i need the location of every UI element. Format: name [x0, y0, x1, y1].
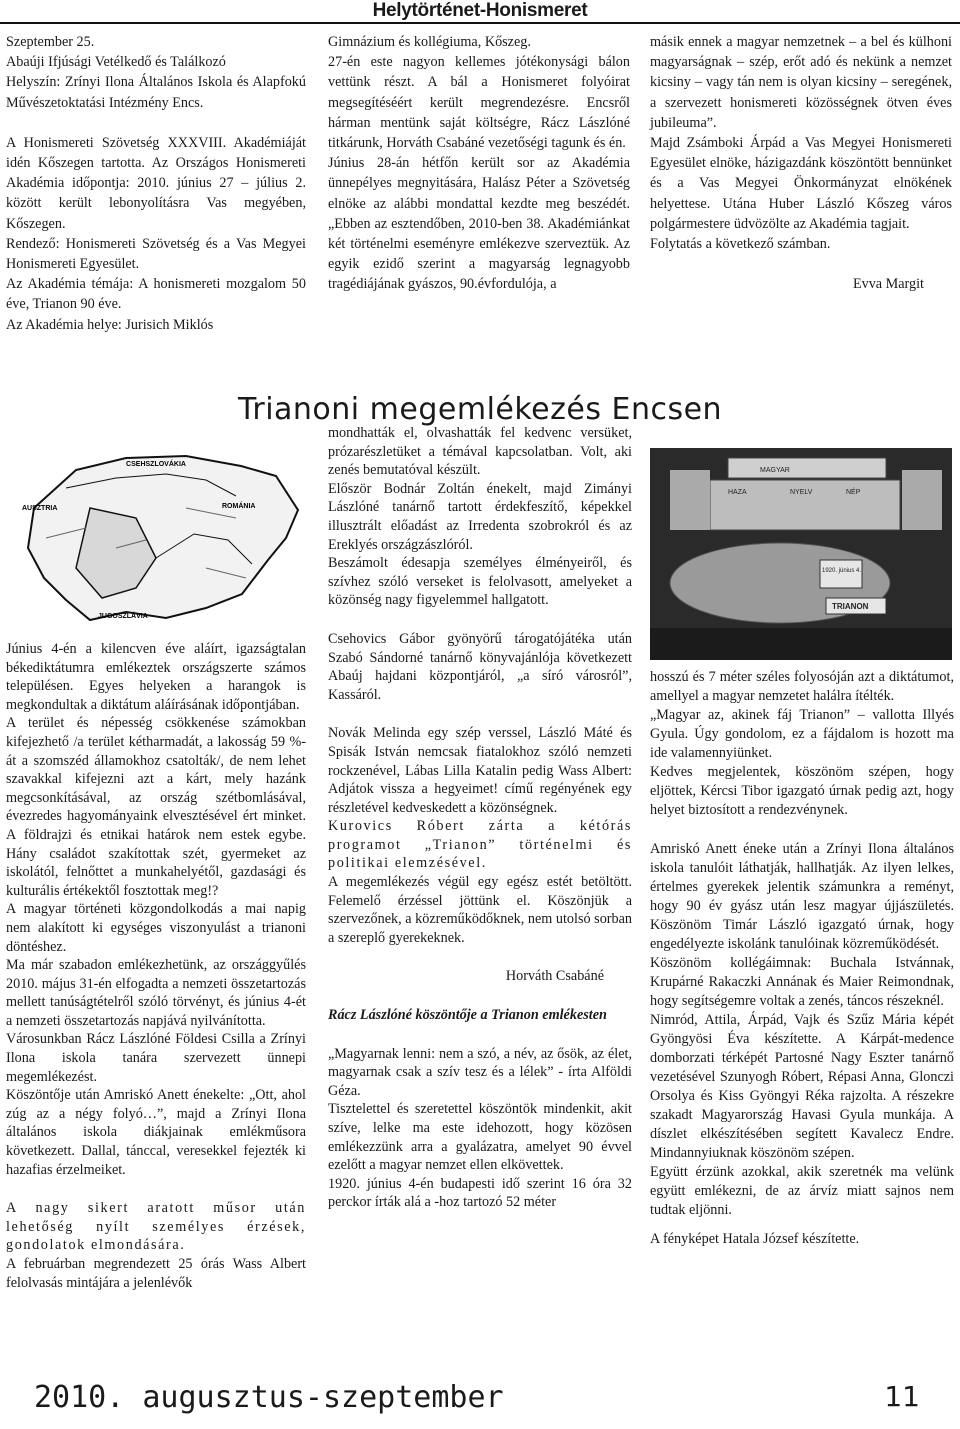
paragraph: „Magyar az, akinek fáj Trianon” – vallotta Illyés Gyula. Úgy gondolom, ez a fájdalom is hozott ma ide valamennyiünket. [650, 707, 954, 761]
quote: „Magyarnak lenni: nem a szó, a név, az ősök, az élet, magyarnak csak a szív tesz és a lélek” - írta Alföldi Géza. [328, 1045, 632, 1099]
body-column-3 [650, 668, 954, 1249]
paragraph: Kurovics Róbert zárta a kétórás programot „Trianon” történelmi és politikai elemzésével. [328, 818, 632, 872]
top-column-3 [650, 32, 952, 294]
paragraph: Az Akadémia témája: A honismereti mozgalom 50 éve, Trianon 90 éve. [6, 276, 306, 313]
paragraph: A terület és népesség csökkenése számokban kifejezhető /a terület kétharmadát, a lakosság 59 %-át a szomszéd államokhoz csatolták/, de nem lehet szavakkal kifejezni azt a kárt, mely hazánk megcsonkításával, az ország szétbomlásával, évezredes hagyományaink elvesztésével ért minket. A földrajzi és etnikai határok nem estek egybe. Hány családot szakítottak szét, gyermeket az iskolától, felnőttet a munkahelyétől, gazdasági és kulturális értékektől fosztottak meg!? [6, 715, 306, 899]
photo-label: TRIANON [832, 602, 869, 611]
paragraph: Gimnázium és kollégiuma, Kőszeg. [328, 34, 531, 50]
page-header [0, 0, 960, 26]
paragraph: A Honismereti Szövetség XXXVIII. Akadémiáját idén Kőszegen tartotta. Az Országos Honismereti Akadémia időpontja: 2010. június 27 – július 2. között került lebonyolításra Vas megyében, Kőszegen. [6, 134, 306, 232]
map-svg [6, 448, 306, 636]
body-column-1 [6, 640, 306, 1292]
paragraph: Együtt érzünk azokkal, akik szeretnék ma velünk együtt emlékezni, de az árvíz miatt sajnos nem tudtak eljönni. [650, 1164, 954, 1218]
map-label: ROMÁNIA [222, 503, 256, 510]
paragraph: Folytatás a következő számban. [650, 236, 831, 253]
author-signature: Horváth Csabáné [505, 968, 604, 985]
paragraph: A megemlékezés végül egy egész estét betöltött. Felemelő érzéssel jöttünk el. Köszönjük a szervezőnek, a közreműködőknek, nem utolsó sorban a szereplő gyerekeknek. [328, 874, 632, 946]
paragraph: Amriskó Anett éneke után a Zrínyi Ilona általános iskola tanulóit láthatják, hallhatják. Az ilyen lelkes, értelmes gyerekek jelentik számunkra a reményt, hogy 90 év gyász után lesz magyar újjászületés. Köszönöm Timár László igazgató úrnak, hogy engedélyezte iskolánk tanulóinak közreműködését. [650, 841, 954, 952]
paragraph: Kedves megjelentek, köszönöm szépen, hogy eljöttek, Kércsi Tibor igazgató úrnak pedig azt, hogy helyet biztosított a rendezvénynek. [650, 764, 954, 818]
paragraph: 1920. június 4-én budapesti idő szerint 16 óra 32 perckor írták alá a -hoz tartozó 52 méter [328, 1175, 632, 1211]
paragraph: Beszámolt édesapja személyes élményeiről, és szívhez szóló verseket is felolvasott, amelyeket a közönség nagy figyelemmel hallgatott. [328, 555, 632, 609]
paragraph: mondhatták el, olvashatták fel kedvenc versüket, prózarészletüket a témával kapcsolatban. Volt, aki zenés bemutatóval készült. [328, 425, 632, 479]
paragraph: Nimród, Attila, Árpád, Vajk és Szűz Mária képét Gyöngyösi Éva készítette. A Kárpát-medence domborzati térképét Partosné Nagy Eszter tanárnő vezetésével Szunyogh Róbert, Répasi Anna, Glonczi Orsolya és Kiss Gyöngyi Réka rajzolta. A részekre szakadt Magyarország Havasi Gyula munkája. A díszlet elkészítésében segített Kavalecz Endre. Mindannyiuknak köszönöm szépen. [650, 1012, 954, 1161]
paragraph: Köszönöm kollégáimnak: Buchala Istvánnak, Krupárné Rakaczki Annának és Maier Reimondnak, hogy segítségemre voltak a zenés, táncos részeknél. [650, 955, 954, 1009]
photo-label: HAZA [728, 489, 747, 496]
paragraph: Ma már szabadon emlékezhetünk, az országgyűlés 2010. május 31-én elfogadta a nemzeti összetartozás mellett tanúságtételről szóló törvényt, és június 4-ét a nemzeti összetartozás napjává nyilvánította. [6, 957, 306, 1029]
photo-label: MAGYAR [760, 467, 790, 474]
author-signature: Evva Margit [852, 276, 924, 293]
paragraph: 27-én este nagyon kellemes jótékonysági bálon vettünk részt. A bál a Honismeret folyóirat megsegítéséért került megrendezésre. Encsről hárman mentünk saját költségre, Rácz Lászlóné titkárunk, Horváth Csabáné vezetőségi tagunk és én. [328, 54, 630, 152]
subheading: Rácz Lászlóné köszöntője a Trianon emlékesten [328, 1007, 607, 1024]
section-title: Trianoni megemlékezés Encsen [237, 392, 723, 427]
photo-credit: A fényképet Hatala József készítette. [650, 1231, 860, 1247]
paragraph: Először Bodnár Zoltán énekelt, majd Zimányi Lászlóné tanárnő tartott érdekfeszítő, képekkel illusztrált előadást az Irredenta szobrokról és az Ereklyés országzászlóról. [328, 480, 632, 553]
issue-date: 2010. augusztus-szeptember [34, 1380, 504, 1415]
paragraph: Tisztelettel és szeretettel köszöntök mindenkit, akit szíve, lelke ma este idehozott, hogy közösen emlékezzünk arra a gyalázatra, amelyet 90 évvel ezelőtt a magyar nemzet ellen elkövettek. [328, 1101, 632, 1174]
map-label: CSEHSZLOVÁKIA [126, 461, 186, 468]
paragraph: A magyar történeti közgondolkodás a mai napig nem alakított ki egységes viszonyulást a trianoni döntéshez. [6, 901, 306, 955]
paragraph: hosszú és 7 méter széles folyosóján azt a diktátumot, amellyel a magyar nemzetet halálra ítélték. [650, 669, 954, 704]
paragraph: Helyszín: Zrínyi Ilona Általános Iskola és Alapfokú Művészetoktatási Intézmény Encs. [6, 74, 306, 111]
top-column-1 [6, 32, 306, 335]
top-column-2 [328, 32, 630, 295]
paragraph: Abaúji Ifjúsági Vetélkedő és Találkozó [6, 54, 226, 71]
paragraph: A februárban megrendezett 25 órás Wass Albert felolvasás mintájára a jelenlévők [6, 1256, 306, 1291]
paragraph: Rendező: Honismereti Szövetség és a Vas Megyei Honismereti Egyesület. [6, 235, 306, 273]
paragraph: Június 28-án hétfőn került sor az Akadémia ünnepélyes megnyitására, Halász Péter a Szövetség elnöke az alábbi mondattal kezdte meg beszédét. „Ebben az esztendőben, 2010-ben 38. Akadémiánkat két történelmi eseményre emlékezve szerveztük. Az egyik ezidő szerint a magyarság legnagyobb tragédiájának gyászos, 90.évfordulója, a [328, 155, 630, 293]
photo-label: NÉP [846, 489, 861, 496]
header-rule [0, 22, 960, 24]
paragraph: Városunkban Rácz Lászlóné Földesi Csilla a Zrínyi Ilona iskola tanára szervezett ünnepi megemlékezést. [6, 1031, 306, 1085]
paragraph: Szeptember 25. [6, 34, 95, 50]
photo-label: NYELV [790, 489, 813, 496]
paragraph: Csehovics Gábor gyönyörű tárogatójátéka után Szabó Sándorné tanárnő könyvajánlója következett Abaúj hajdani központjáról, „a síró városról”, Kassáról. [328, 630, 632, 703]
paragraph: másik ennek a magyar nemzetnek – a bel és külhoni magyarságnak – szép, erőt adó és nekünk a nemzet kicsiny – vagy tán nem is olyan kicsiny – seregének, a szervezett honismereti közösségnek ötven éves jubileuma”. [650, 34, 952, 131]
page-number: 11 [884, 1380, 920, 1413]
body-column-2 [328, 424, 632, 1212]
event-photo [650, 448, 952, 660]
paragraph: Június 4-én a kilencven éve aláírt, igazságtalan békediktátumra emlékeztek országszerte számos településen. Egyes helyeken a harangok is megkondultak a diktátum aláírásának időpontjában. [6, 641, 306, 713]
paragraph: Majd Zsámboki Árpád a Vas Megyei Honismereti Egyesület elnöke, házigazdánk köszöntött bennünket és a Vas Megyei Önkormányzat elnökének helyettese. Utána Huber László Kőszeg város polgármestere üdvözölte az Akadémia tagjait. [650, 135, 952, 232]
paragraph: Novák Melinda egy szép verssel, László Máté és Spisák István nemcsak fiatalokhoz szóló nemzeti rockzenével, Lábas Lilla Katalin pedig Wass Albert: Adjátok vissza a hegyeimet! című regényének egy részletével kedveskedett a közönségnek. [328, 725, 632, 816]
map-label: AUSZTRIA [22, 505, 58, 512]
trianon-map-image [6, 448, 306, 636]
paragraph: A nagy sikert aratott műsor után lehetőség nyílt személyes érzések, gondolatok elmondására. [6, 1200, 306, 1254]
photo-label: 1920. június 4. [822, 568, 862, 574]
photo-svg [650, 448, 952, 660]
paragraph: Köszöntője után Amriskó Anett énekelte: „Ott, ahol zúg az a négy folyó…”, majd a Zrínyi Ilona általános iskola diákjainak emlékműsora következett. Dallal, tánccal, veresekkel fejezték ki hazafias érzelmeiket. [6, 1087, 306, 1178]
paragraph: Az Akadémia helye: Jurisich Miklós [6, 316, 214, 333]
header-title: Helytörténet-Honismeret [335, 0, 625, 22]
map-label: JUGOSZLÁVIA [98, 613, 148, 620]
